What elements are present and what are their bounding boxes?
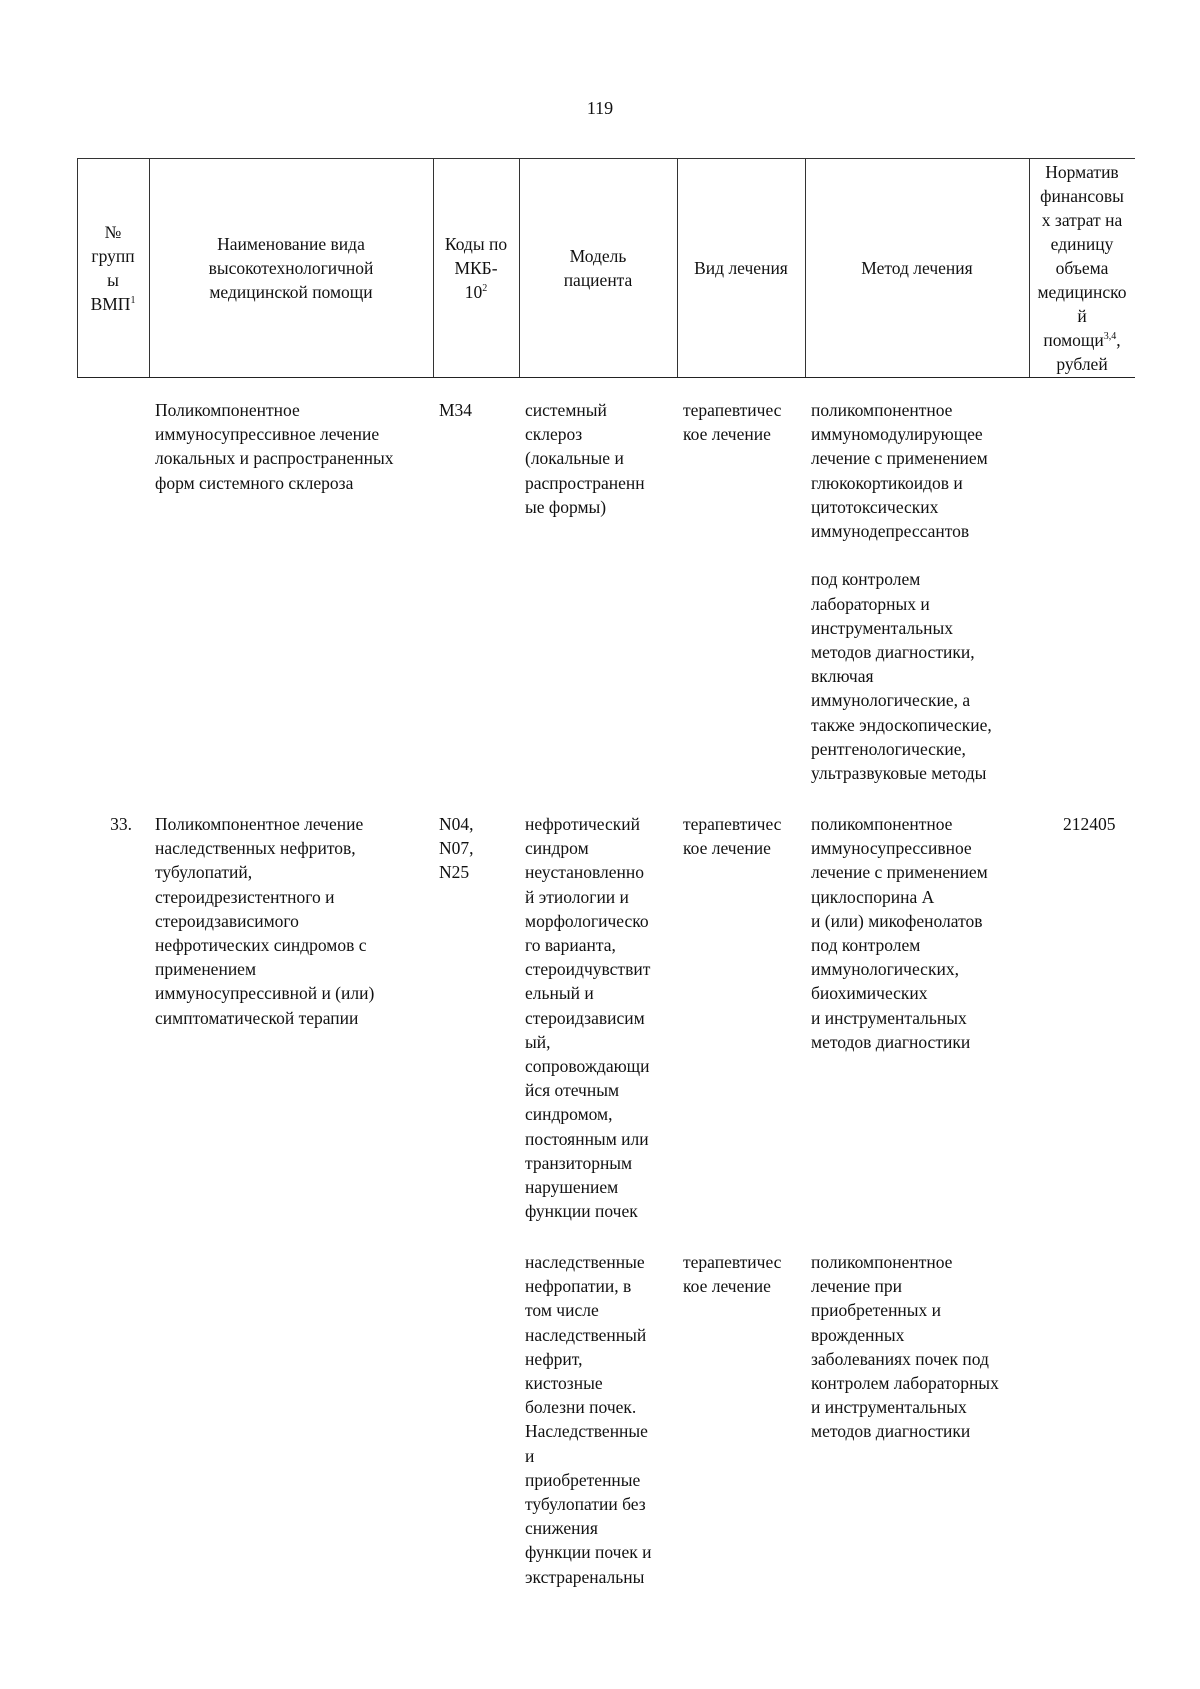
header-type: Вид лечения — [694, 257, 788, 278]
row2-method: поликомпонентное иммуносупрессивное лечение с применением циклоспорина А и (или) микофенолатов под контролем иммунологических, биохимических и инструментальных методов диагностики — [811, 814, 988, 1052]
header-method: Метод лечения — [861, 257, 973, 278]
table-header — [77, 158, 1135, 378]
page-number: 119 — [586, 98, 614, 118]
row1-method: поликомпонентное иммуномодулирующее лечение с применением глюкокортикоидов и цитотоксических иммунодепрессантов под контролем лабораторных и инструментальных методов диагностики, включая иммунологические, а также эндоскопические, рентгенологические, ультразвуковые методы — [811, 400, 992, 784]
row2-type: терапевтичес кое лечение — [683, 814, 782, 859]
header-name: Наименование вида высокотехнологичной медицинской помощи — [208, 233, 374, 302]
row1-codes: M34 — [439, 400, 473, 420]
row2-model: нефротический синдром неустановленно й этиологии и морфологическо го варианта, стероидчувствит ельный и стероидзависим ый, сопровождающи йся отечным синдромом, постоянным или транзиторным нарушением функции почек — [525, 814, 651, 1222]
row2-norm-value: 212405 — [1063, 814, 1116, 834]
header-group-number: № групп ы ВМП$^1$ — [90, 221, 136, 314]
row2-codes: N04, N07, N25 — [439, 814, 474, 883]
header-codes: Коды по МКБ- $10^2$ — [444, 233, 508, 302]
row2-name: Поликомпонентное лечение наследственных нефритов, тубулопатий, стероидрезистентного и стероидзависимого нефротических синдромов с применением иммуносупрессивной и (или) симптоматической терапии — [155, 814, 375, 1028]
row3-model: наследственные нефропатии, в том числе наследственный нефрит, кистозные болезни почек. Наследственные и приобретенные тубулопатии без снижения функции почек и экстраренальны — [525, 1252, 652, 1587]
row2-group-number: 33. — [110, 814, 132, 834]
row1-type: терапевтичес кое лечение — [683, 400, 782, 445]
row1-name: Поликомпонентное иммуносупрессивное лечение локальных и распространенных форм системного склероза — [155, 400, 394, 493]
header-model: Модель пациента — [563, 245, 633, 290]
row1-model: системный склероз (локальные и распространенн ые формы) — [525, 400, 645, 517]
header-norm: Норматив финансовы х затрат на единицу объема медицинско й помощи$^{3,4}$, рублей — [1037, 161, 1127, 374]
header-bottom-rule — [77, 377, 1135, 378]
row3-type: терапевтичес кое лечение — [683, 1252, 782, 1297]
row3-method: поликомпонентное лечение при приобретенных и врожденных заболеваниях почек под контролем лабораторных и инструментальных методов диагностики — [811, 1252, 999, 1442]
